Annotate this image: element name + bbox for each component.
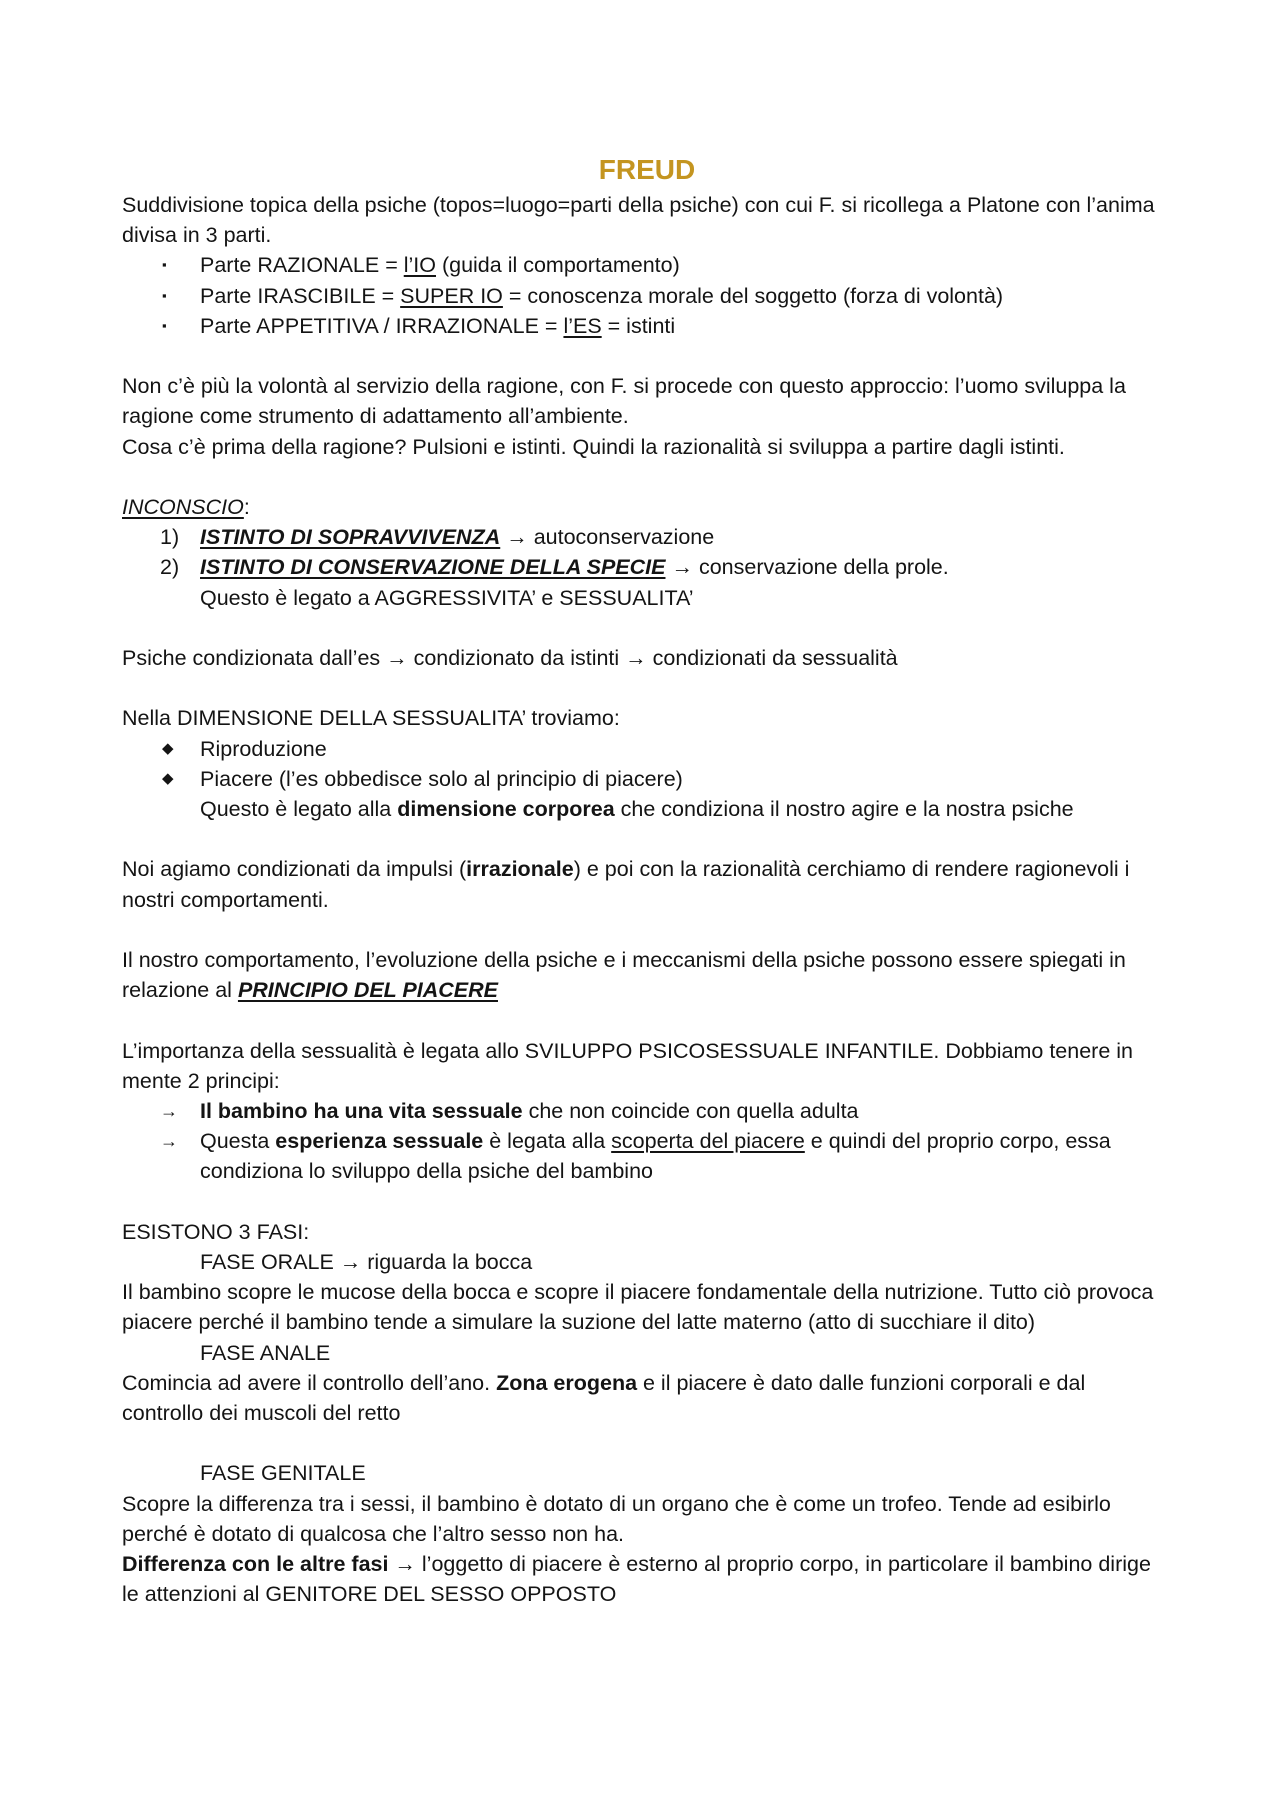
anal-phase-title: FASE ANALE xyxy=(200,1340,331,1365)
list-item: ◆ Piacere (l’es obbedisce solo al principio di piacere) xyxy=(122,764,1172,794)
sexuality-intro: Nella DIMENSIONE DELLA SESSUALITA’ troviamo: xyxy=(122,706,620,731)
list-item: ◆ Riproduzione xyxy=(122,734,1172,764)
list-item: 2) ISTINTO DI CONSERVAZIONE DELLA SPECIE → conservazione della prole. xyxy=(160,555,949,580)
square-bullet-icon: ▪ xyxy=(162,257,167,273)
sexuality-note: Questo è legato alla dimensione corporea che condiziona il nostro agire e la nostra psiche xyxy=(200,797,1074,821)
genital-phase-title: FASE GENITALE xyxy=(200,1461,366,1486)
impulses-paragraph: Noi agiamo condizionati da impulsi (irrazionale) e poi con la razionalità cerchiamo di rendere ragionevoli i nostri comportamenti. xyxy=(122,857,1130,912)
square-bullet-icon: ▪ xyxy=(162,317,167,333)
anal-phase-text: Comincia ad avere il controllo dell’ano. Zona erogena e il piacere è dato dalle funzioni corporali e dal controllo dei muscoli del retto xyxy=(122,1370,1086,1425)
list-item: → Il bambino ha una vita sessuale che non coincide con quella adulta xyxy=(122,1096,1172,1126)
chain-paragraph: Psiche condizionata dall’es → condizionato da istinti → condizionati da sessualità xyxy=(122,646,898,670)
oral-phase-text: Il bambino scopre le mucose della bocca e scopre il piacere fondamentale della nutrizione. Tutto ciò provoca piacere perché il bambino tende a simulare la suzione del latte materno (atto di succhiare il dito) xyxy=(122,1280,1154,1335)
oral-phase-title: FASE ORALE → riguarda la bocca xyxy=(200,1249,533,1274)
list-item: ▪ Parte RAZIONALE = l’IO (guida il comportamento) xyxy=(122,250,1172,280)
page-title: FREUD xyxy=(598,154,696,185)
list-item: ▪ Parte IRASCIBILE = SUPER IO = conoscenza morale del soggetto (forza di volontà) xyxy=(122,281,1172,311)
diamond-bullet-icon: ◆ xyxy=(162,739,174,757)
square-bullet-icon: ▪ xyxy=(162,287,167,303)
phases-heading: ESISTONO 3 FASI: xyxy=(122,1219,310,1244)
arrow-bullet-icon: → xyxy=(160,1131,178,1152)
list-item: ▪ Parte APPETITIVA / IRRAZIONALE = l’ES = istinti xyxy=(122,311,1172,341)
list-item: 1) ISTINTO DI SOPRAVVIVENZA → autoconservazione xyxy=(160,525,715,550)
arrow-bullet-icon: → xyxy=(160,1100,178,1121)
section-heading-unconscious: INCONSCIO: xyxy=(122,495,250,519)
diamond-bullet-icon: ◆ xyxy=(162,769,174,787)
reason-paragraph: Cosa c’è prima della ragione? Pulsioni e istinti. Quindi la razionalità si sviluppa a partire dagli istinti. xyxy=(122,434,1065,459)
development-intro: L’importanza della sessualità è legata allo SVILUPPO PSICOSESSUALE INFANTILE. Dobbiamo tenere in mente 2 principi: xyxy=(122,1038,1134,1093)
will-paragraph: Non c’è più la volontà al servizio della ragione, con F. si procede con questo approccio: l’uomo sviluppa la ragione come strumento di adattamento all’ambiente. xyxy=(122,374,1126,429)
unconscious-note: Questo è legato a AGGRESSIVITA’ e SESSUALITA’ xyxy=(200,585,694,610)
difference-paragraph: Differenza con le altre fasi → l’oggetto di piacere è esterno al proprio corpo, in particolare il bambino dirige le attenzioni al GENITORE DEL SESSO OPPOSTO xyxy=(122,1552,1151,1607)
document-page xyxy=(122,150,1172,1609)
intro-paragraph: Suddivisione topica della psiche (topos=luogo=parti della psiche) con cui F. si ricollega a Platone con l’anima divisa in 3 parti. xyxy=(122,193,1155,248)
pleasure-paragraph: Il nostro comportamento, l’evoluzione della psiche e i meccanismi della psiche possono essere spiegati in relazione al PRINCIPIO DEL PIACERE xyxy=(122,947,1126,1003)
list-item: → Questa esperienza sessuale è legata alla scoperta del piacere e quindi del proprio corpo, essa condiziona lo sviluppo della psiche del bambino xyxy=(122,1126,1172,1186)
parts-list xyxy=(122,250,1172,341)
genital-phase-text: Scopre la differenza tra i sessi, il bambino è dotato di un organo che è come un trofeo. Tende ad esibirlo perché è dotato di qualcosa che l’altro sesso non ha. xyxy=(122,1491,1111,1546)
